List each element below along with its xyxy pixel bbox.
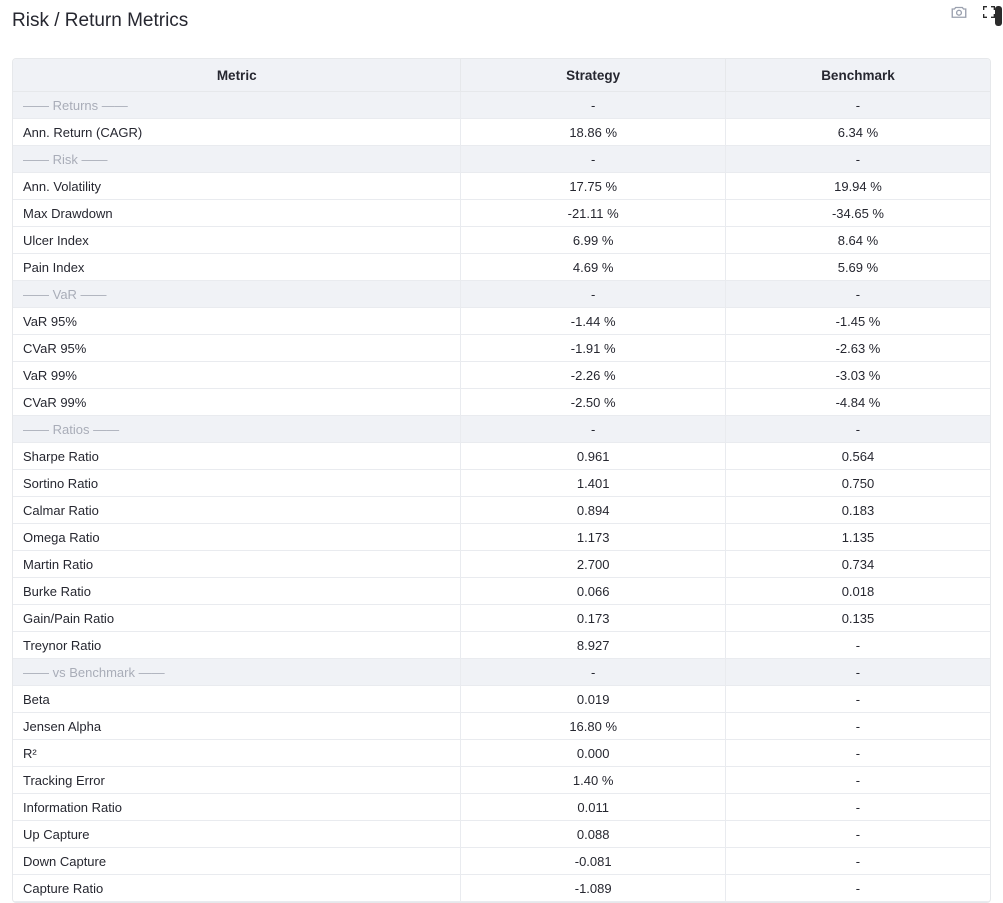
strategy-value: -1.089 bbox=[461, 875, 726, 902]
strategy-value: 0.066 bbox=[461, 578, 726, 605]
metric-label: VaR 95% bbox=[13, 308, 461, 335]
benchmark-value: - bbox=[725, 713, 990, 740]
benchmark-value: - bbox=[725, 821, 990, 848]
benchmark-value: - bbox=[725, 875, 990, 902]
strategy-value: 0.961 bbox=[461, 443, 726, 470]
table-row bbox=[13, 443, 990, 470]
benchmark-value: 0.564 bbox=[725, 443, 990, 470]
table-section-row bbox=[13, 146, 990, 173]
benchmark-value: -1.45 % bbox=[725, 308, 990, 335]
strategy-value: 1.401 bbox=[461, 470, 726, 497]
metric-label: Down Capture bbox=[13, 848, 461, 875]
benchmark-value: 8.64 % bbox=[725, 227, 990, 254]
table-section-row bbox=[13, 281, 990, 308]
strategy-value: -2.50 % bbox=[461, 389, 726, 416]
table-row bbox=[13, 362, 990, 389]
table-row bbox=[13, 173, 990, 200]
metric-label: Omega Ratio bbox=[13, 524, 461, 551]
strategy-value: - bbox=[461, 416, 726, 443]
strategy-value: 0.019 bbox=[461, 686, 726, 713]
column-header-metric: Metric bbox=[13, 59, 461, 92]
benchmark-value: - bbox=[725, 416, 990, 443]
metrics-table-container bbox=[12, 58, 991, 903]
table-row bbox=[13, 632, 990, 659]
benchmark-value: -2.63 % bbox=[725, 335, 990, 362]
metric-label: —— Ratios —— bbox=[13, 416, 461, 443]
column-header-strategy: Strategy bbox=[461, 59, 726, 92]
metric-label: R² bbox=[13, 740, 461, 767]
table-section-row bbox=[13, 416, 990, 443]
benchmark-value: - bbox=[725, 632, 990, 659]
table-header bbox=[13, 59, 990, 92]
table-row bbox=[13, 686, 990, 713]
metric-label: Ann. Volatility bbox=[13, 173, 461, 200]
table-row bbox=[13, 335, 990, 362]
table-row bbox=[13, 713, 990, 740]
strategy-value: 0.088 bbox=[461, 821, 726, 848]
benchmark-value: - bbox=[725, 281, 990, 308]
benchmark-value: 0.750 bbox=[725, 470, 990, 497]
strategy-value: 0.894 bbox=[461, 497, 726, 524]
metric-label: Up Capture bbox=[13, 821, 461, 848]
table-row bbox=[13, 767, 990, 794]
benchmark-value: - bbox=[725, 794, 990, 821]
benchmark-value: 0.135 bbox=[725, 605, 990, 632]
benchmark-value: - bbox=[725, 740, 990, 767]
table-section-row bbox=[13, 659, 990, 686]
strategy-value: 1.40 % bbox=[461, 767, 726, 794]
table-row bbox=[13, 875, 990, 902]
benchmark-value: - bbox=[725, 767, 990, 794]
risk-return-metrics-table bbox=[13, 59, 990, 902]
metric-label: Treynor Ratio bbox=[13, 632, 461, 659]
table-row bbox=[13, 740, 990, 767]
table-row bbox=[13, 578, 990, 605]
metric-label: VaR 99% bbox=[13, 362, 461, 389]
benchmark-value: 5.69 % bbox=[725, 254, 990, 281]
table-row bbox=[13, 119, 990, 146]
chart-toolbar bbox=[949, 2, 999, 22]
table-header-row bbox=[13, 59, 990, 92]
table-row bbox=[13, 389, 990, 416]
table-row bbox=[13, 524, 990, 551]
metric-label: Beta bbox=[13, 686, 461, 713]
metric-label: —— Risk —— bbox=[13, 146, 461, 173]
page-title: Risk / Return Metrics bbox=[12, 10, 189, 31]
benchmark-value: - bbox=[725, 686, 990, 713]
metric-label: —— vs Benchmark —— bbox=[13, 659, 461, 686]
benchmark-value: -4.84 % bbox=[725, 389, 990, 416]
metric-label: Sortino Ratio bbox=[13, 470, 461, 497]
table-row bbox=[13, 254, 990, 281]
table-row bbox=[13, 605, 990, 632]
metric-label: CVaR 95% bbox=[13, 335, 461, 362]
strategy-value: 16.80 % bbox=[461, 713, 726, 740]
benchmark-value: 0.018 bbox=[725, 578, 990, 605]
strategy-value: -2.26 % bbox=[461, 362, 726, 389]
strategy-value: -21.11 % bbox=[461, 200, 726, 227]
metric-label: Burke Ratio bbox=[13, 578, 461, 605]
table-row bbox=[13, 227, 990, 254]
metric-label: Jensen Alpha bbox=[13, 713, 461, 740]
column-header-benchmark: Benchmark bbox=[725, 59, 990, 92]
metric-label: —— Returns —— bbox=[13, 92, 461, 119]
table-section-row bbox=[13, 92, 990, 119]
metric-label: Sharpe Ratio bbox=[13, 443, 461, 470]
table-row bbox=[13, 200, 990, 227]
strategy-value: -1.91 % bbox=[461, 335, 726, 362]
benchmark-value: 6.34 % bbox=[725, 119, 990, 146]
benchmark-value: - bbox=[725, 146, 990, 173]
benchmark-value: 1.135 bbox=[725, 524, 990, 551]
metric-label: Tracking Error bbox=[13, 767, 461, 794]
strategy-value: 18.86 % bbox=[461, 119, 726, 146]
benchmark-value: - bbox=[725, 848, 990, 875]
strategy-value: 0.000 bbox=[461, 740, 726, 767]
page-scrollbar[interactable] bbox=[994, 0, 1003, 890]
table-row bbox=[13, 848, 990, 875]
table-body bbox=[13, 92, 990, 902]
metric-label: Max Drawdown bbox=[13, 200, 461, 227]
benchmark-value: -34.65 % bbox=[725, 200, 990, 227]
metric-label: Martin Ratio bbox=[13, 551, 461, 578]
table-row bbox=[13, 470, 990, 497]
metric-label: Pain Index bbox=[13, 254, 461, 281]
strategy-value: 1.173 bbox=[461, 524, 726, 551]
metric-label: Gain/Pain Ratio bbox=[13, 605, 461, 632]
metric-label: Capture Ratio bbox=[13, 875, 461, 902]
strategy-value: 0.173 bbox=[461, 605, 726, 632]
strategy-value: -1.44 % bbox=[461, 308, 726, 335]
metric-label: CVaR 99% bbox=[13, 389, 461, 416]
strategy-value: 8.927 bbox=[461, 632, 726, 659]
metric-label: Ann. Return (CAGR) bbox=[13, 119, 461, 146]
scrollbar-thumb[interactable] bbox=[995, 6, 1002, 26]
strategy-value: 2.700 bbox=[461, 551, 726, 578]
benchmark-value: - bbox=[725, 659, 990, 686]
metric-label: Ulcer Index bbox=[13, 227, 461, 254]
table-row bbox=[13, 821, 990, 848]
strategy-value: 0.011 bbox=[461, 794, 726, 821]
benchmark-value: - bbox=[725, 92, 990, 119]
strategy-value: 17.75 % bbox=[461, 173, 726, 200]
strategy-value: - bbox=[461, 281, 726, 308]
strategy-value: - bbox=[461, 146, 726, 173]
table-row bbox=[13, 308, 990, 335]
strategy-value: - bbox=[461, 659, 726, 686]
metric-label: Calmar Ratio bbox=[13, 497, 461, 524]
metric-label: Information Ratio bbox=[13, 794, 461, 821]
strategy-value: -0.081 bbox=[461, 848, 726, 875]
table-row bbox=[13, 551, 990, 578]
benchmark-value: 0.183 bbox=[725, 497, 990, 524]
benchmark-value: -3.03 % bbox=[725, 362, 990, 389]
strategy-value: - bbox=[461, 92, 726, 119]
table-row bbox=[13, 497, 990, 524]
benchmark-value: 19.94 % bbox=[725, 173, 990, 200]
strategy-value: 6.99 % bbox=[461, 227, 726, 254]
camera-icon[interactable] bbox=[949, 2, 969, 22]
metric-label: —— VaR —— bbox=[13, 281, 461, 308]
benchmark-value: 0.734 bbox=[725, 551, 990, 578]
strategy-value: 4.69 % bbox=[461, 254, 726, 281]
table-row bbox=[13, 794, 990, 821]
